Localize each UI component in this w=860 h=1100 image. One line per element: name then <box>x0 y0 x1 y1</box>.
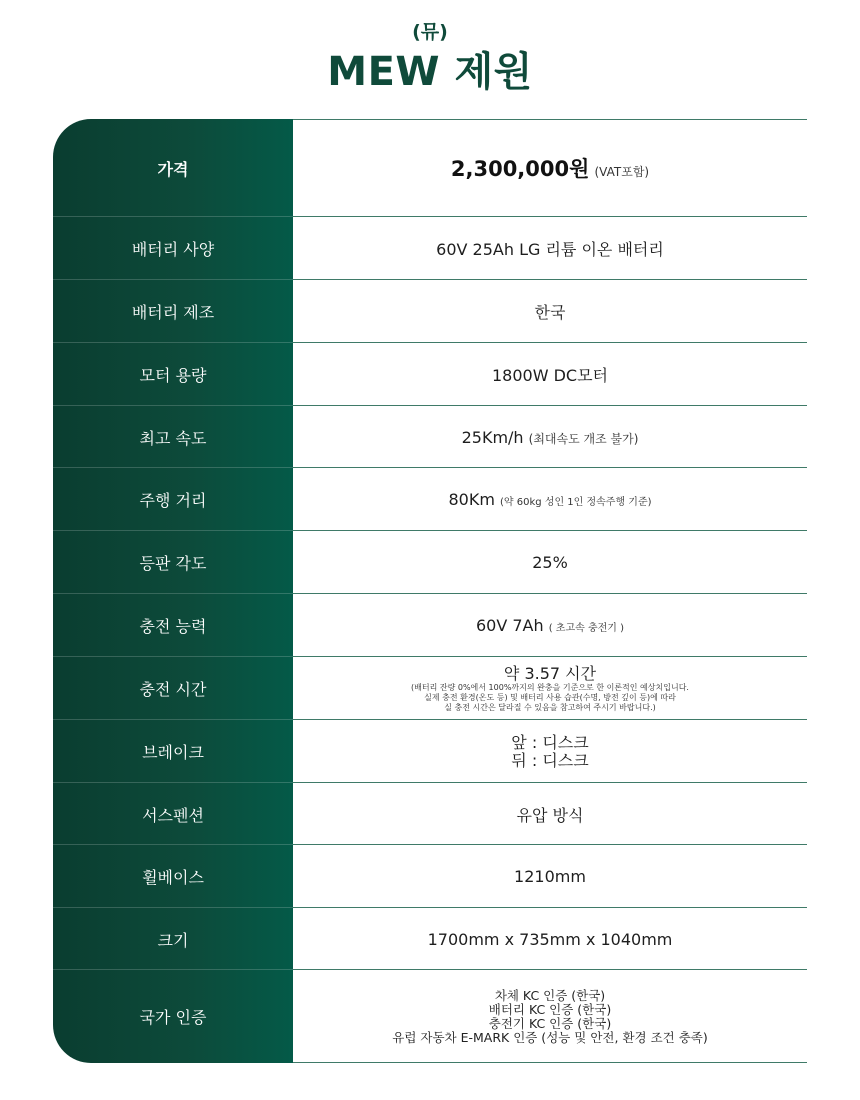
charge-time-value: 약 3.57 시간 <box>503 663 597 683</box>
brake-rear: 뒤 : 디스크 <box>511 750 589 770</box>
spec-row-wheelbase <box>53 845 807 908</box>
page-subtitle: (뮤) <box>412 21 448 43</box>
spec-label-range: 주행 거리 <box>139 491 207 510</box>
spec-value-suspension: 유압 방식 <box>516 805 584 825</box>
spec-row-range <box>53 468 807 531</box>
spec-value-charge-time <box>293 657 807 720</box>
spec-row-battery-spec <box>53 217 807 280</box>
spec-label-motor: 모터 용량 <box>139 366 207 385</box>
cert-line-charger: 충전기 KC 인증 (한국) <box>488 1015 612 1031</box>
top-speed-value: 25Km/h <box>461 427 524 447</box>
spec-value-wheelbase: 1210mm <box>514 867 586 886</box>
spec-value-motor: 1800W DC모터 <box>491 366 609 385</box>
spec-value-top-speed <box>293 406 807 468</box>
cert-line-battery: 배터리 KC 인증 (한국) <box>488 1001 612 1017</box>
spec-label-suspension: 서스펜션 <box>142 805 204 825</box>
spec-label-brake: 브레이크 <box>142 743 204 762</box>
spec-label-wheelbase: 휠베이스 <box>142 868 204 887</box>
top-speed-note: (최대속도 개조 불가) <box>528 431 639 446</box>
spec-value-battery-made: 한국 <box>534 303 566 322</box>
row-divider <box>293 1062 807 1063</box>
spec-label-charge-time: 충전 시간 <box>139 680 207 699</box>
spec-value-charger <box>293 594 807 657</box>
spec-value-brake <box>293 720 807 783</box>
spec-value-certification <box>293 970 807 1063</box>
range-note: (약 60kg 성인 1인 정속주행 기준) <box>500 497 652 508</box>
spec-row-size <box>53 908 807 970</box>
spec-row-brake <box>53 720 807 783</box>
spec-value-size: 1700mm x 735mm x 1040mm <box>427 929 673 949</box>
spec-row-climb <box>53 531 807 594</box>
charge-time-note-3: 실 충전 시간은 달라질 수 있음을 참고하여 주시기 바랍니다.) <box>444 702 656 712</box>
spec-label-battery-spec: 배터리 사양 <box>131 240 215 259</box>
charger-value: 60V 7Ah <box>475 616 544 635</box>
spec-label-size: 크기 <box>157 930 189 950</box>
range-value: 80Km <box>448 490 495 509</box>
spec-value-battery-spec: 60V 25Ah LG 리튬 이온 배터리 <box>436 240 664 259</box>
charge-time-note-2: 실제 충전 환경(온도 등) 및 배터리 사용 습관(수명, 방전 깊이 등)에 따라 <box>424 692 676 702</box>
price-note: (VAT포함) <box>594 165 650 179</box>
page-header <box>0 18 860 98</box>
spec-row-charger <box>53 594 807 657</box>
spec-table <box>53 119 807 1063</box>
cert-line-emark: 유럽 자동차 E-MARK 인증 (성능 및 안전, 환경 조건 충족) <box>392 1029 708 1045</box>
page-title: MEW 제원 <box>327 49 533 95</box>
spec-row-certification <box>53 970 807 1063</box>
spec-row-motor <box>53 343 807 406</box>
spec-label-climb: 등판 각도 <box>139 554 207 573</box>
spec-label-certification: 국가 인증 <box>139 1008 207 1027</box>
spec-row-top-speed <box>53 406 807 468</box>
spec-value-price <box>293 119 807 217</box>
spec-label-battery-made: 배터리 제조 <box>131 303 215 322</box>
spec-label-price: 가격 <box>157 159 189 179</box>
price-amount: 2,300,000원 <box>450 157 590 181</box>
spec-value-climb: 25% <box>532 553 568 572</box>
brake-front: 앞 : 디스크 <box>511 732 589 752</box>
spec-row-suspension <box>53 783 807 845</box>
cert-line-body: 차체 KC 인증 (한국) <box>494 987 606 1003</box>
spec-label-charger: 충전 능력 <box>139 617 207 636</box>
charger-note: ( 초고속 충전기 ) <box>548 623 625 634</box>
spec-row-charge-time <box>53 657 807 720</box>
spec-row-battery-made <box>53 280 807 343</box>
charge-time-note-1: (배터리 잔량 0%에서 100%까지의 완충을 기준으로 한 이론적인 예상치입니다. <box>411 682 689 692</box>
spec-label-top-speed: 최고 속도 <box>139 428 207 448</box>
spec-value-range <box>293 468 807 531</box>
spec-row-price <box>53 119 807 217</box>
